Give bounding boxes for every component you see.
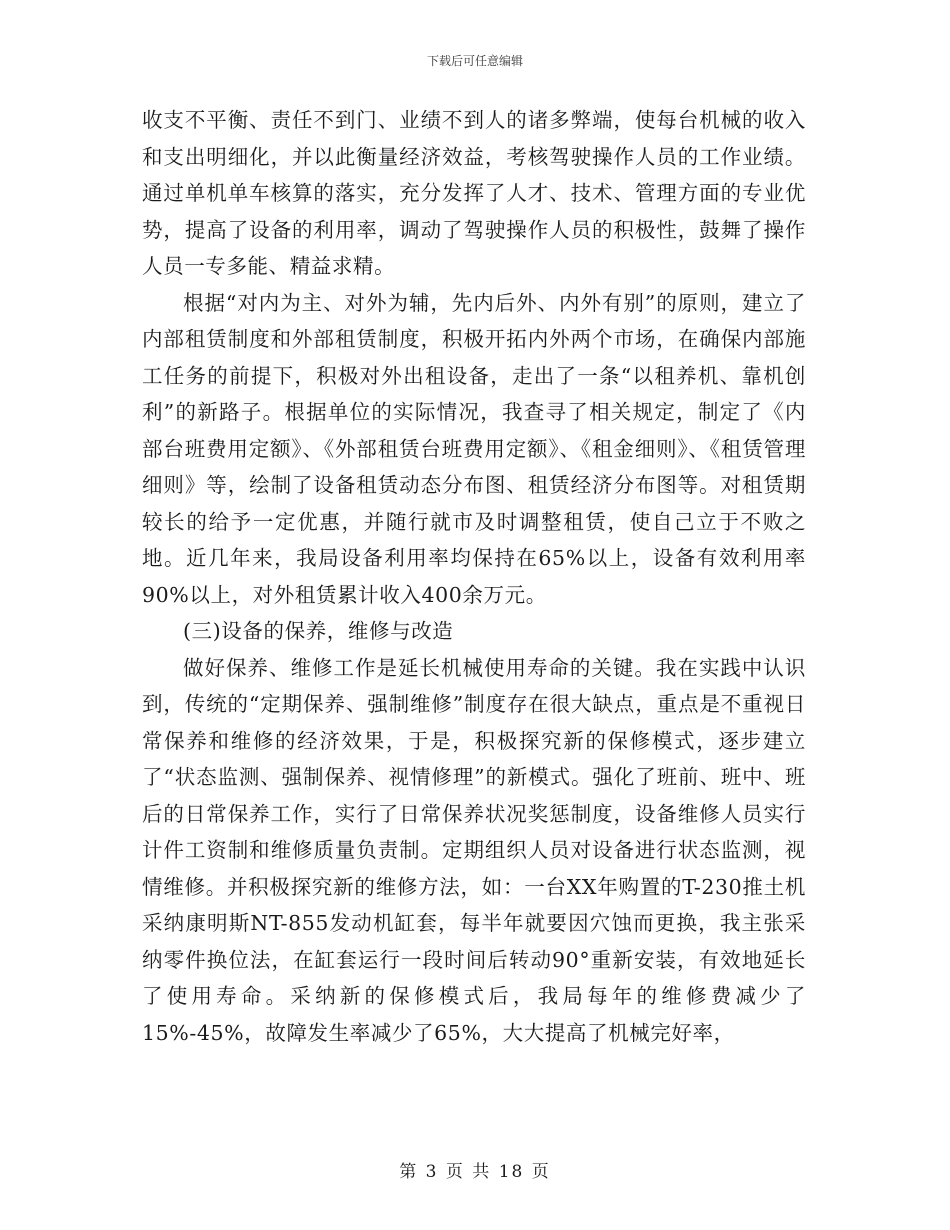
page-number: 第 3 页 共 18 页: [399, 1162, 551, 1182]
section-heading: (三)设备的保养，维修与改造: [183, 619, 454, 643]
paragraph-rental-system: 根据“对内为主、对外为辅，先内后外、内外有别”的原则，建立了内部租赁制度和外部租赁制度，积极开拓内外两个市场，在确保内部施工任务的前提下，积极对外出租设备，走出了一条“以租养机、靠机创利”的新路子。根据单位的实际情况，我查寻了相关规定，制定了《内部台班费用定额》、《外部租赁台班费用定额》、《租金细则》、《租赁管理细则》等，绘制了设备租赁动态分布图、租赁经济分布图等。对租赁期较长的给予一定优惠，并随行就市及时调整租赁，使自己立于不败之地。近几年来，我局设备利用率均保持在65%以上，设备有效利用率90%以上，对外租赁累计收入400余万元。: [142, 290, 806, 607]
header-note: 下载后可任意编辑: [426, 54, 523, 68]
paragraph-continuation: 收支不平衡、责任不到门、业绩不到人的诸多弊端，使每台机械的收入和支出明细化，并以此衡量经济效益，考核驾驶操作人员的工作业绩。通过单机单车核算的落实，充分发挥了人才、技术、管理方面的专业优势，提高了设备的利用率，调动了驾驶操作人员的积极性，鼓舞了操作人员一专多能、精益求精。: [142, 108, 806, 278]
page-footer: [0, 1157, 950, 1182]
paragraph-maintenance: 做好保养、维修工作是延长机械使用寿命的关键。我在实践中认识到，传统的“定期保养、强制维修”制度存在很大缺点，重点是不重视日常保养和维修的经济效果，于是，积极探究新的保修模式，逐步建立了“状态监测、强制保养、视情修理”的新模式。强化了班前、班中、班后的日常保养工作，实行了日常保养状况奖惩制度，设备维修人员实行计件工资制和维修质量负责制。定期组织人员对设备进行状态监测，视情维修。并积极探究新的维修方法，如：一台XX年购置的T-230推土机采纳康明斯NT-855发动机缸套，每半年就要因穴蚀而更换，我主张采纳零件换位法，在缸套运行一段时间后转动90°重新安装，有效地延长了使用寿命。采纳新的保修模式后，我局每年的维修费减少了15%-45%，故障发生率减少了65%，大大提高了机械完好率，: [142, 655, 806, 1045]
document-body: [142, 102, 806, 1051]
